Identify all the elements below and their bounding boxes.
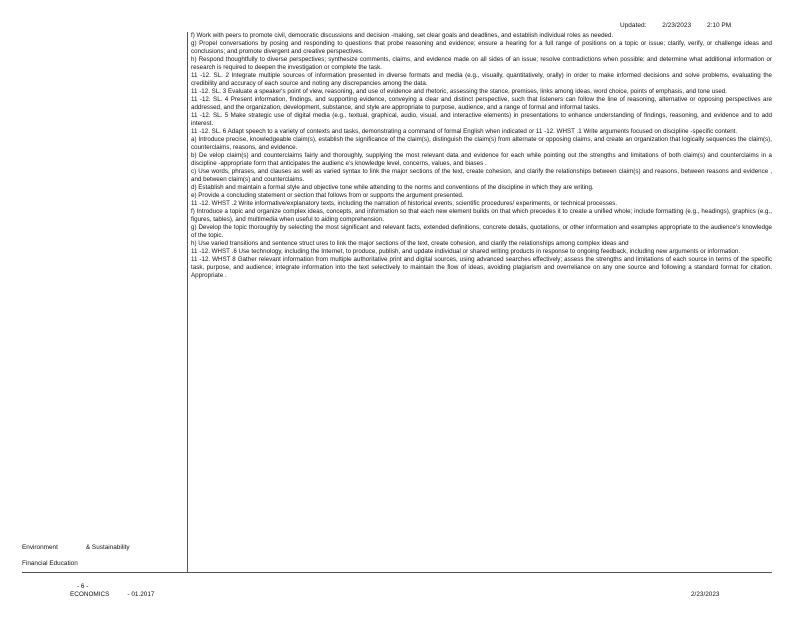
standards-text (188, 32, 772, 542)
updated-date: 2/23/2023 (662, 22, 692, 29)
standard-paragraph: 11 -12. SL. 2 Integrate multiple sources of information presented in diverse formats and media (e.g., visually, quantitatively, orally) in order to make informed decisions and solve problems, evaluating the credibility and accuracy of each source and noting any discrepancies among the data. (191, 72, 772, 87)
course-version: - 01.2017 (127, 591, 155, 598)
updated-label: Updated: (620, 22, 647, 29)
standard-paragraph: 11 -12. WHST 8 Gather relevant information from multiple authoritative print and digital sources, using advanced searches effectively; assess the strengths and limitations of each source in terms of the specific task, purpose, and audience; integrate information into the text selectively to maintain the flow of ideas, avoiding plagiarism and overreliance on any one source and following a standard format for citation. Appropriate . (191, 256, 772, 279)
standard-paragraph: g) Propel conversations by posing and responding to questions that probe reasoning and evidence; ensure a hearing for a full range of positions on a topic or issue; clarify, verify, or challenge ideas and conclusions; and promote divergent and creative perspectives. (191, 40, 772, 55)
footer-date: 2/23/2023 (691, 591, 720, 598)
page-number: - 6 - (77, 583, 89, 590)
standards-cell (188, 558, 772, 572)
standard-paragraph: c) Use words, phrases, and clauses as well as varied syntax to link the major sections of the text, create cohesion, and clarify the relationships between claim(s) and reasons, between reasons and evidence , and between claim(s) and counterclaims. (191, 168, 772, 183)
standard-paragraph: f) Introduce a topic and organize complex ideas, concepts, and information so that each new element builds on that which precedes it to create a unified whole; include formatting (e.g., headings), graphics (e.g., figures, tables), and multimedia when useful to aiding comprehension. (191, 208, 772, 223)
table-row (22, 32, 772, 542)
standard-paragraph: d) Establish and maintain a formal style and objective tone while attending to the norms and conventions of the discipline in which they are writing. (191, 184, 594, 191)
standard-paragraph: 11 -12. SL. 6 Adapt speech to a variety of contexts and tasks, demonstrating a command of formal English when indicated or 11 -12. WHST .1 Write arguments focused on discipline -specific content. (191, 128, 738, 135)
standard-paragraph: e) Provide a concluding statement or section that follows from or supports the argument presented. (191, 192, 464, 199)
standard-paragraph: 11 -12. WHST .2 Write informative/explanatory texts, including the narration of historical events, scientific procedures/ experiments, or technical processes. (191, 200, 618, 207)
standards-cell (188, 542, 772, 556)
standard-paragraph: h) Respond thoughtfully to diverse perspectives; synthesize comments, claims, and evidence made on all sides of an issue; resolve contradictions when possible; and determine what additional information or research is required to deepen the investigation or complete the task. (191, 56, 772, 71)
standards-table (22, 32, 772, 573)
standard-paragraph: b) De velop claim(s) and counterclaims fairly and thoroughly, supplying the most relevant data and evidence for each while pointing out the strengths and limitations of both claim(s) and counterclaims in a discipline -appropriate form that anticipates the audienc e's knowledge level, concerns, values, and biases . (191, 152, 772, 167)
standard-paragraph: 11 -12. WHST .6 Use technology, including the Internet, to produce, publish, and update individual or shared writing products in response to ongoing feedback, including new arguments or information. (191, 248, 741, 255)
course-label (70, 591, 172, 598)
standard-paragraph: f) Work with peers to promote civil, democratic discussions and decision -making, set clear goals and deadlines, and establish individual roles as needed. (191, 32, 614, 39)
table-row (22, 558, 772, 573)
standard-paragraph: g) Develop the topic thoroughly by selecting the most significant and relevant facts, extended definitions, concrete details, quotations, or other information and examples appropriate to the audience's knowledge of the topic. (191, 224, 772, 239)
standard-paragraph: 11 -12. SL. 5 Make strategic use of digital media (e.g., textual, graphical, audio, visual, and interactive elements) in presentations to enhance understanding of findings, reasoning, and evidence and to add interest. (191, 112, 772, 127)
topic-environment-label: Environment (22, 544, 58, 551)
updated-time: 2:10 PM (706, 22, 732, 29)
course-name: ECONOMICS (70, 591, 110, 598)
table-row (22, 542, 772, 558)
standard-paragraph: 11 -12. SL. 3 Evaluate a speaker's point of view, reasoning, and use of evidence and rhetoric, assessing the stance, premises, links among ideas, word choice, points of emphasis, and tone used. (191, 88, 727, 95)
topic-sustainability-label: & Sustainability (85, 544, 130, 551)
updated-stamp (620, 22, 745, 29)
topic-financial-label: Financial Education (22, 558, 188, 572)
topic-cell (22, 32, 188, 542)
standard-paragraph: h) Use varied transitions and sentence struct ures to link the major sections of the text, create cohesion, and clarify the relationships among complex ideas and (191, 240, 629, 247)
standard-paragraph: 11 -12. SL. 4 Present information, findings, and supporting evidence, conveying a clear and distinct perspective, such that listeners can follow the line of reasoning, alternative or opposing perspectives are addressed, and the organization, development, substance, and style are appropriate to purpose, audience, and a range of formal and informal tasks. (191, 96, 772, 111)
topic-cell (22, 542, 188, 558)
standard-paragraph: a) Introduce precise, knowledgeable claim(s), establish the significance of the claim(s), distinguish the claim(s) from alternate or opposing claims, and create an organization that logically sequences the claim(s), counterclaims, reasons, and evidence. (191, 136, 772, 151)
